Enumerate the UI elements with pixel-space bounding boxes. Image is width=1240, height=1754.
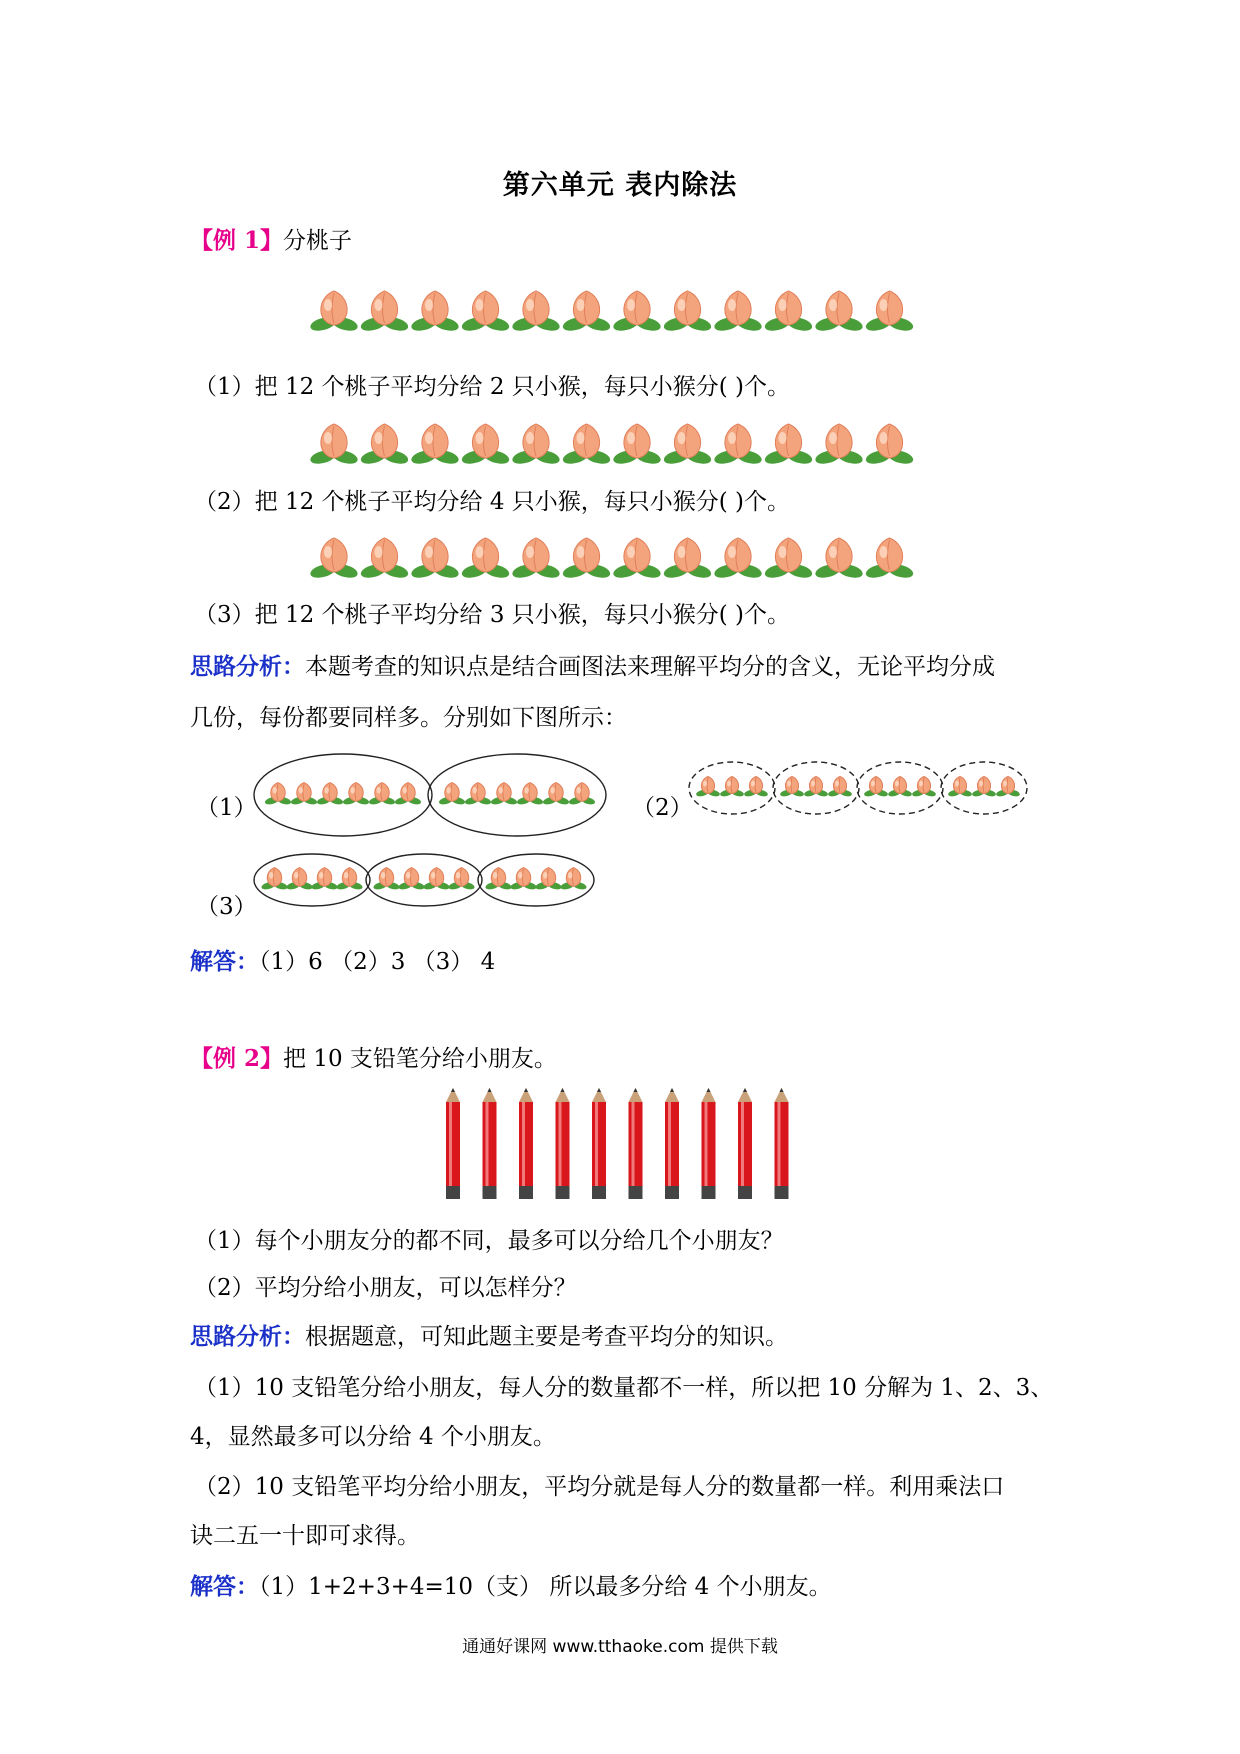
peach-icon	[398, 868, 426, 891]
peach-icon	[410, 538, 460, 580]
peach-icon	[535, 868, 563, 891]
peach-icon	[971, 777, 996, 798]
peach-icon	[814, 538, 864, 580]
peach-icon	[864, 424, 914, 466]
page-title: 第六单元 表内除法	[502, 170, 738, 201]
peach-icon	[713, 424, 763, 466]
peach-icon	[342, 783, 370, 806]
peach-icon	[264, 783, 292, 806]
peach-icon	[309, 538, 359, 580]
peach-icon	[309, 424, 359, 466]
peach-icon	[511, 424, 561, 466]
peach-icon	[368, 783, 396, 806]
peach-icon	[662, 538, 712, 580]
analysis-line-2: 几份，每份都要同样多。分别如下图所示：	[190, 705, 627, 731]
peach-icon	[511, 538, 561, 580]
peach-icon	[779, 777, 804, 798]
analysis-label-2: 思路分析：	[190, 1323, 305, 1350]
peach-icon	[542, 783, 570, 806]
example1-question-1: （1）把 12 个桃子平均分给 2 只小猴，每只小猴分( )个。	[194, 374, 791, 400]
peach-icon	[511, 291, 561, 333]
peach-icon	[864, 538, 914, 580]
example1-heading	[190, 226, 352, 256]
analysis-text-2: 根据题意，可知此题主要是考查平均分的知识。	[305, 1324, 788, 1350]
pencil-icon	[775, 1088, 789, 1199]
peach-icon	[662, 291, 712, 333]
peach-row-3	[310, 533, 930, 583]
peach-icon	[863, 777, 888, 798]
peach-icon	[887, 777, 912, 798]
peach-icon	[438, 783, 466, 806]
pencil-icon	[446, 1088, 460, 1199]
peach-icon	[359, 538, 409, 580]
pencil-icon	[592, 1088, 606, 1199]
peach-icon	[516, 783, 544, 806]
pencil-icon	[629, 1088, 643, 1199]
peach-icon	[612, 424, 662, 466]
peach-icon	[568, 783, 596, 806]
peach-icon	[309, 291, 359, 333]
example1-tag: 【例 1】	[190, 227, 284, 254]
peach-icon	[561, 291, 611, 333]
peach-icon	[995, 777, 1020, 798]
peach-icon	[827, 777, 852, 798]
peach-icon	[423, 868, 451, 891]
paragraph-2-line-1: （2）10 支铅笔平均分给小朋友，平均分就是每人分的数量都一样。利用乘法口	[194, 1474, 1005, 1500]
example1-answer	[190, 947, 495, 977]
peach-icon	[803, 777, 828, 798]
group-diagram-1	[250, 752, 620, 842]
diagram-label-2: （2）	[632, 795, 693, 821]
answer-text: （1）6 （2）3 （3） 4	[259, 949, 496, 975]
answer-label-2: 解答：	[190, 1573, 259, 1600]
group-diagram-2	[685, 760, 1020, 820]
peach-icon	[911, 777, 936, 798]
answer-text-2: （1）1+2+3+4=10（支） 所以最多分给 4 个小朋友。	[259, 1574, 832, 1600]
pencil-icon	[483, 1088, 497, 1199]
paragraph-1-line-1: （1）10 支铅笔分给小朋友，每人分的数量都不一样，所以把 10 分解为 1、2、3、	[194, 1375, 1054, 1401]
example2-analysis	[190, 1322, 788, 1352]
peach-icon	[373, 868, 401, 891]
peach-icon	[394, 783, 422, 806]
peach-icon	[261, 868, 289, 891]
peach-icon	[612, 538, 662, 580]
peach-icon	[713, 291, 763, 333]
example2-question-2: （2）平均分给小朋友，可以怎样分？	[194, 1275, 577, 1301]
example2-tag: 【例 2】	[190, 1045, 284, 1072]
pencil-icon	[665, 1088, 679, 1199]
peach-icon	[864, 291, 914, 333]
peach-icon	[662, 424, 712, 466]
peach-icon	[763, 538, 813, 580]
peach-icon	[460, 291, 510, 333]
peach-icon	[743, 777, 768, 798]
peach-icon	[510, 868, 538, 891]
footer: 通通好课网 www.tthaoke.com 提供下载	[462, 1637, 778, 1657]
pencil-icon	[738, 1088, 752, 1199]
peach-icon	[612, 291, 662, 333]
diagram-label-1: （1）	[196, 795, 257, 821]
peach-icon	[560, 868, 588, 891]
peach-icon	[316, 783, 344, 806]
peach-icon	[410, 291, 460, 333]
peach-icon	[763, 291, 813, 333]
peach-icon	[719, 777, 744, 798]
peach-icon	[290, 783, 318, 806]
diagram-label-3: （3）	[196, 894, 257, 920]
example2-answer	[190, 1572, 832, 1602]
example2-question-1: （1）每个小朋友分的都不同，最多可以分给几个小朋友？	[194, 1228, 784, 1254]
peach-row-1	[310, 286, 930, 336]
peach-icon	[460, 538, 510, 580]
example1-title: 分桃子	[283, 228, 353, 254]
peach-icon	[763, 424, 813, 466]
paragraph-2-line-2: 诀二五一十即可求得。	[190, 1523, 420, 1549]
pencil-row	[440, 1088, 810, 1200]
peach-icon	[814, 424, 864, 466]
peach-icon	[460, 424, 510, 466]
peach-icon	[561, 538, 611, 580]
peach-icon	[490, 783, 518, 806]
peach-icon	[336, 868, 364, 891]
example1-analysis	[190, 652, 995, 682]
peach-icon	[311, 868, 339, 891]
peach-icon	[561, 424, 611, 466]
example1-question-3: （3）把 12 个桃子平均分给 3 只小猴，每只小猴分( )个。	[194, 602, 791, 628]
analysis-line-1: 本题考查的知识点是结合画图法来理解平均分的含义，无论平均分成	[305, 654, 995, 680]
example2-title: 把 10 支铅笔分给小朋友。	[283, 1046, 557, 1072]
peach-icon	[695, 777, 720, 798]
peach-icon	[485, 868, 513, 891]
pencil-icon	[702, 1088, 716, 1199]
peach-icon	[713, 538, 763, 580]
example1-question-2: （2）把 12 个桃子平均分给 4 只小猴，每只小猴分( )个。	[194, 489, 791, 515]
paragraph-1-line-2: 4，显然最多可以分给 4 个小朋友。	[190, 1424, 556, 1450]
pencil-icon	[519, 1088, 533, 1199]
peach-icon	[286, 868, 314, 891]
peach-icon	[410, 424, 460, 466]
peach-icon	[359, 291, 409, 333]
peach-row-2	[310, 419, 930, 469]
pencil-icon	[556, 1088, 570, 1199]
peach-icon	[464, 783, 492, 806]
example2-heading	[190, 1044, 557, 1074]
peach-icon	[947, 777, 972, 798]
peach-icon	[359, 424, 409, 466]
analysis-label: 思路分析：	[190, 653, 305, 680]
peach-icon	[448, 868, 476, 891]
answer-label: 解答：	[190, 948, 259, 975]
group-diagram-3	[250, 852, 605, 912]
peach-icon	[814, 291, 864, 333]
